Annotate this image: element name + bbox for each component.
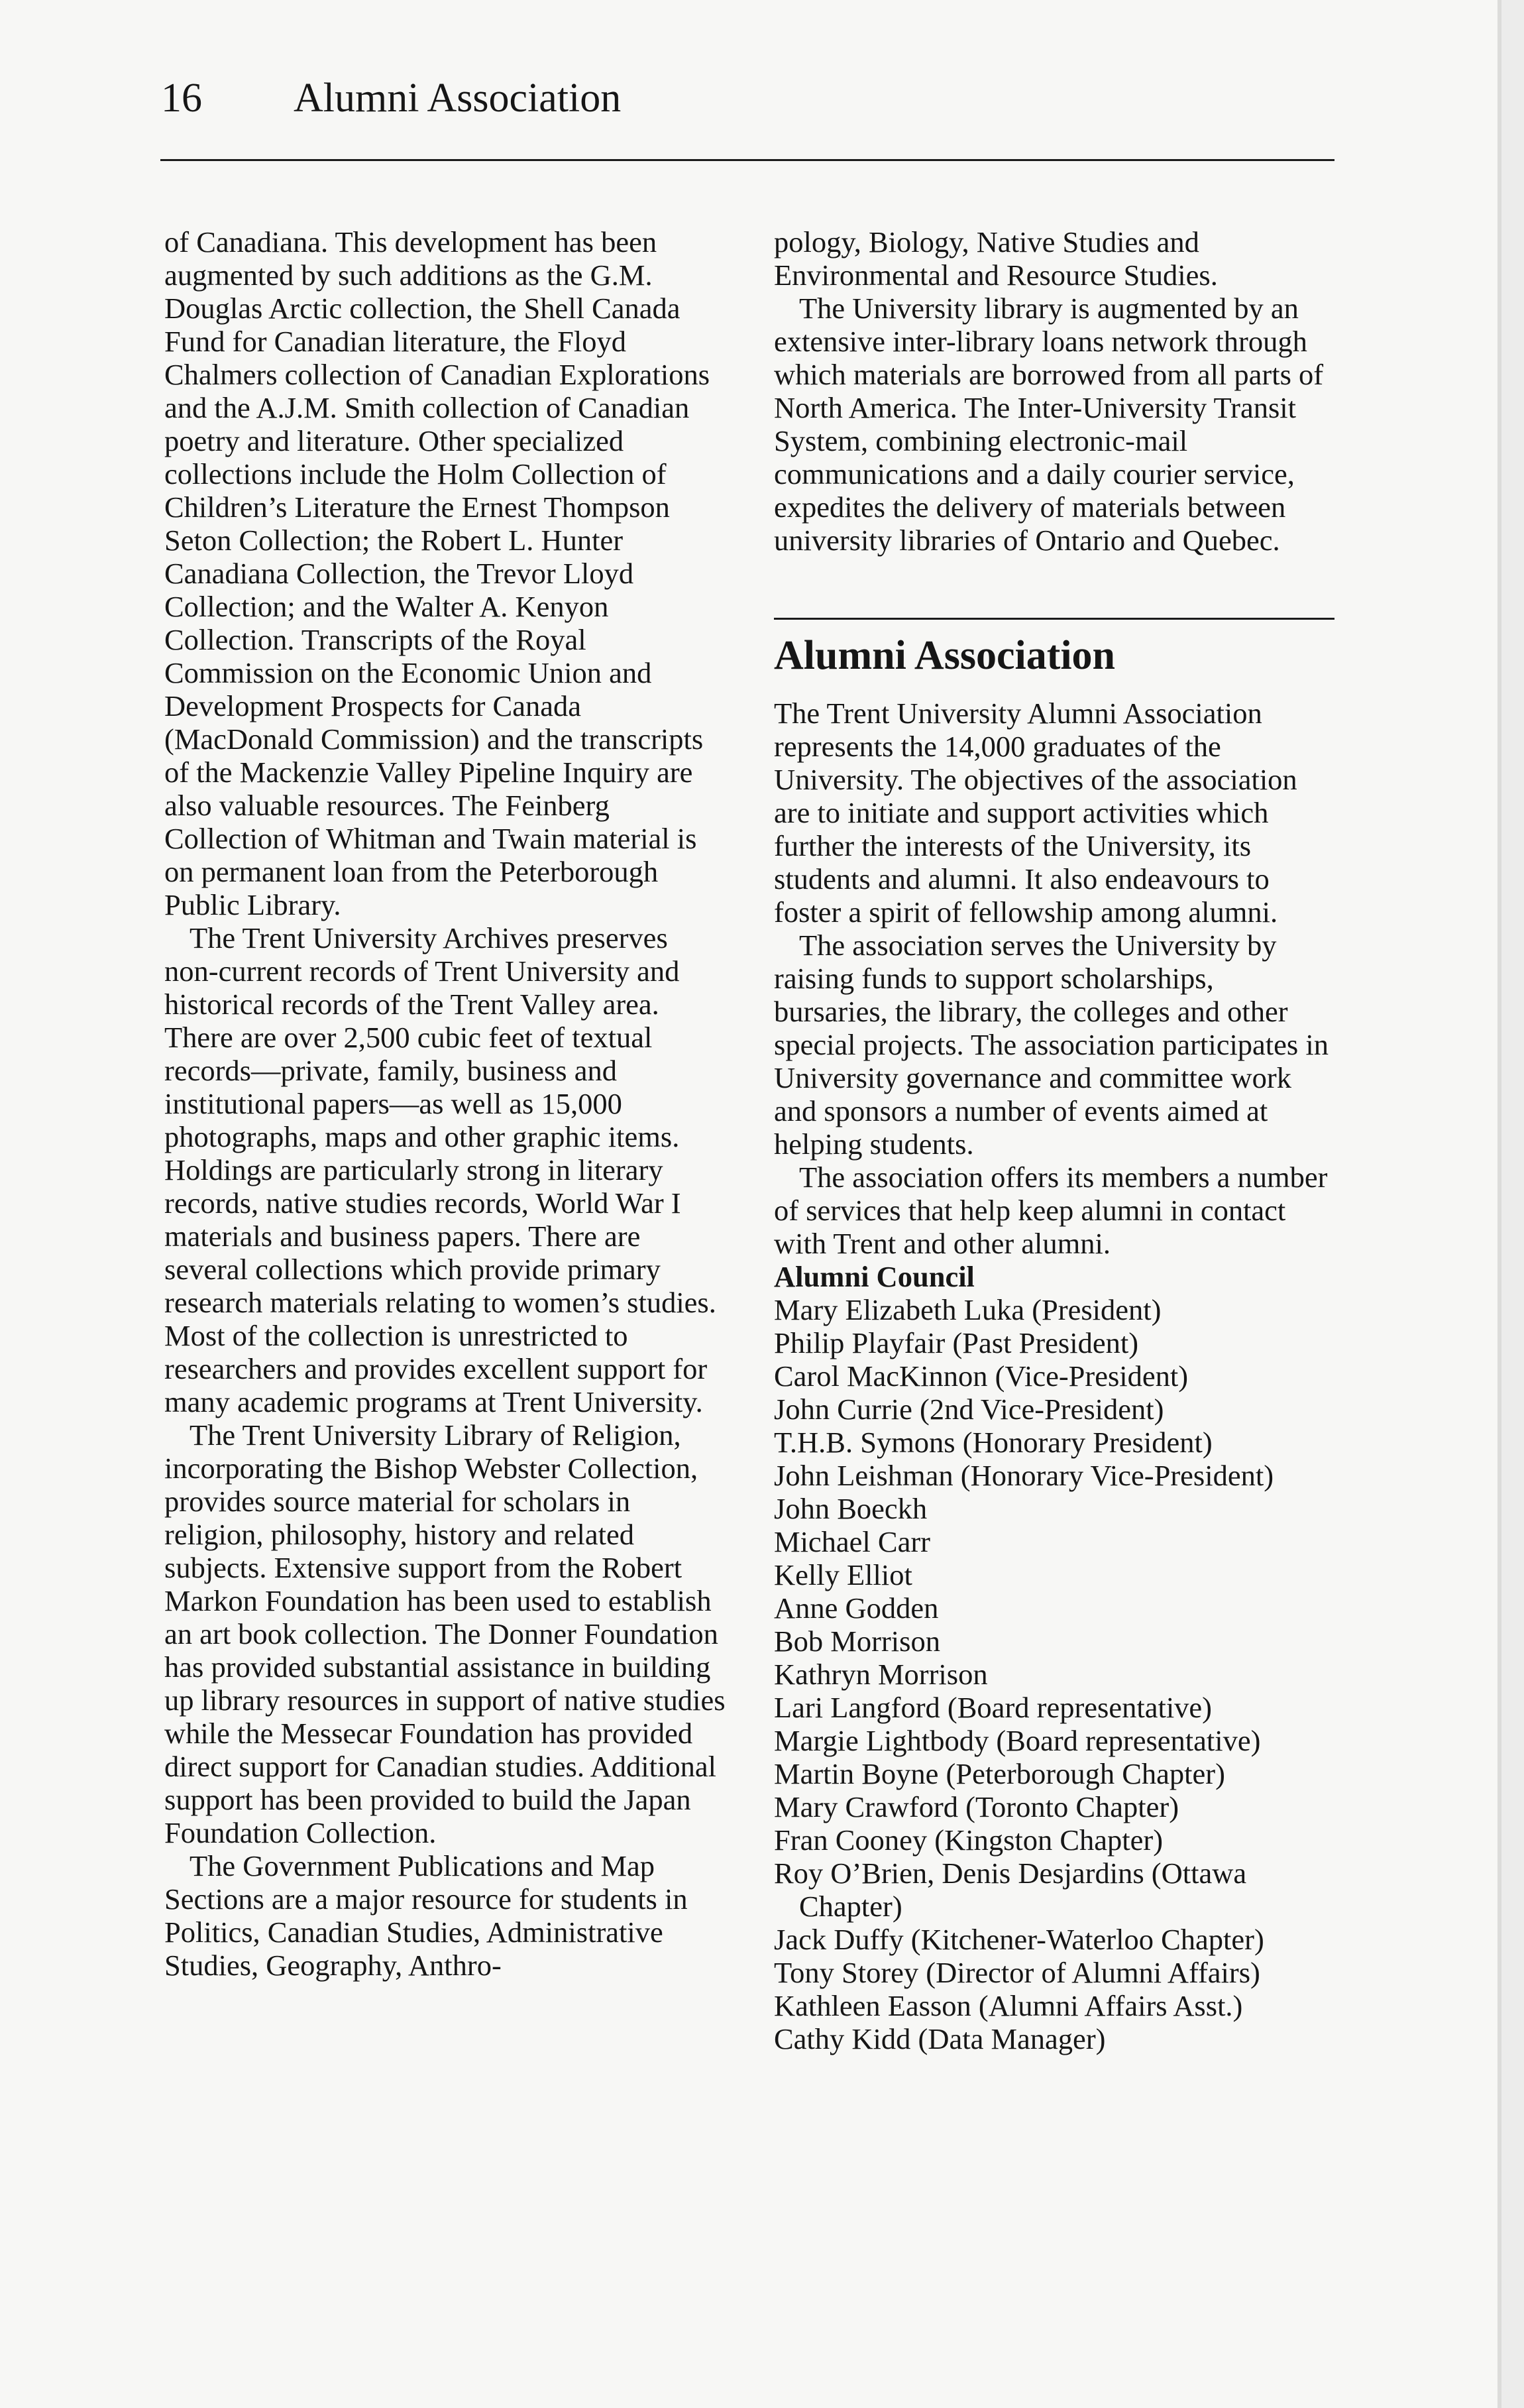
section-rule (774, 618, 1334, 620)
running-title: Alumni Association (294, 76, 622, 121)
body-paragraph: The association offers its members a number of services that help keep alumni in contact with Trent and other alumni. (774, 1161, 1328, 1260)
council-member: Roy O’Brien, Denis Desjardins (Ottawa Chapter) (774, 1857, 1247, 1923)
council-member: Carol MacKinnon (Vice-President) (774, 1359, 1189, 1393)
council-member: John Boeckh (774, 1492, 928, 1525)
running-head (161, 72, 621, 125)
council-member: Cathy Kidd (Data Manager) (774, 2022, 1106, 2055)
council-member: Kathleen Easson (Alumni Affairs Asst.) (774, 1989, 1243, 2022)
left-column (164, 225, 729, 1982)
body-paragraph: of Canadiana. This development has been augmented by such additions as the G.M. Douglas Arctic collection, the Shell Canada Fund for Canadian literature, the Floyd Chalmers collection of Canadian Explorations and the A.J.M. Smith collection of Canadian poetry and literature. Other specialized collections include the Holm Collection of Children’s Literature the Ernest Thompson Seton Collection; the Robert L. Hunter Canadiana Collection, the Trevor Lloyd Collection; and the Walter A. Kenyon Collection. Transcripts of the Royal Commission on the Economic Union and Development Prospects for Canada (MacDonald Commission) and the transcripts of the Mackenzie Valley Pipeline Inquiry are also valuable resources. The Feinberg Collection of Whitman and Twain material is on permanent loan from the Peterborough Public Library. (164, 225, 710, 921)
council-member: Anne Godden (774, 1591, 939, 1625)
body-paragraph: pology, Biology, Native Studies and Environmental and Resource Studies. (774, 225, 1218, 292)
header-rule (160, 159, 1334, 161)
council-member: T.H.B. Symons (Honorary President) (774, 1426, 1213, 1459)
council-member: Mary Elizabeth Luka (President) (774, 1293, 1162, 1326)
council-member: Margie Lightbody (Board representative) (774, 1724, 1261, 1757)
body-paragraph: The Trent University Library of Religion, incorporating the Bishop Webster Collection, provides source material for scholars in religion, philosophy, history and related subjects. Extensive support from the Robert Markon Foundation has been used to establish an art book collection. The Donner Foundation has provided substantial assistance in building up library resources in support of native studies while the Messecar Foundation has provided direct support for Canadian studies. Additional support has been provided to build the Japan Foundation Collection. (164, 1418, 726, 1849)
council-member: Kathryn Morrison (774, 1658, 988, 1691)
council-member: Tony Storey (Director of Alumni Affairs) (774, 1956, 1260, 1989)
body-paragraph: The Government Publications and Map Sections are a major resource for students in Politics, Canadian Studies, Administrative Studies, Geography, Anthro- (164, 1849, 688, 1982)
body-paragraph: The University library is augmented by an extensive inter-library loans network through which materials are borrowed from all parts of North America. The Inter-University Transit System, combining electronic-mail communications and a daily courier service, expedites the delivery of materials between university libraries of Ontario and Quebec. (774, 292, 1324, 557)
right-column (774, 225, 1334, 2055)
council-heading: Alumni Council (774, 1260, 975, 1293)
council-member: Fran Cooney (Kingston Chapter) (774, 1823, 1164, 1857)
council-member: Martin Boyne (Peterborough Chapter) (774, 1757, 1225, 1790)
council-member: John Leishman (Honorary Vice-President) (774, 1459, 1274, 1492)
body-paragraph: The Trent University Archives preserves non-current records of Trent University and historical records of the Trent Valley area. There are over 2,500 cubic feet of textual records—private, family, business and institutional papers—as well as 15,000 photographs, maps and other graphic items. Holdings are particularly strong in literary records, native studies records, World War I materials and business papers. There are several collections which provide primary research materials relating to women’s studies. Most of the collection is unrestricted to researchers and provides excellent support for many academic programs at Trent University. (164, 921, 716, 1418)
body-paragraph: The Trent University Alumni Association represents the 14,000 graduates of the University. The objectives of the association are to initiate and support activities which further the interests of the University, its students and alumni. It also endeavours to foster a spirit of fellowship among alumni. (774, 697, 1297, 929)
council-member: Philip Playfair (Past President) (774, 1326, 1139, 1359)
council-list (774, 1293, 1334, 2055)
section-heading: Alumni Association (774, 633, 1116, 678)
council-member: Michael Carr (774, 1525, 930, 1558)
council-member: Mary Crawford (Toronto Chapter) (774, 1790, 1179, 1823)
body-paragraph: The association serves the University by raising funds to support scholarships, bursaries, the library, the colleges and other special projects. The association participates in University governance and committee work and sponsors a number of events aimed at helping students. (774, 929, 1329, 1161)
council-member: Bob Morrison (774, 1625, 940, 1658)
council-member: Kelly Elliot (774, 1558, 912, 1591)
council-member: Lari Langford (Board representative) (774, 1691, 1213, 1724)
council-member: Jack Duffy (Kitchener-Waterloo Chapter) (774, 1923, 1264, 1956)
page-number: 16 (161, 76, 202, 121)
council-member: John Currie (2nd Vice-President) (774, 1393, 1164, 1426)
